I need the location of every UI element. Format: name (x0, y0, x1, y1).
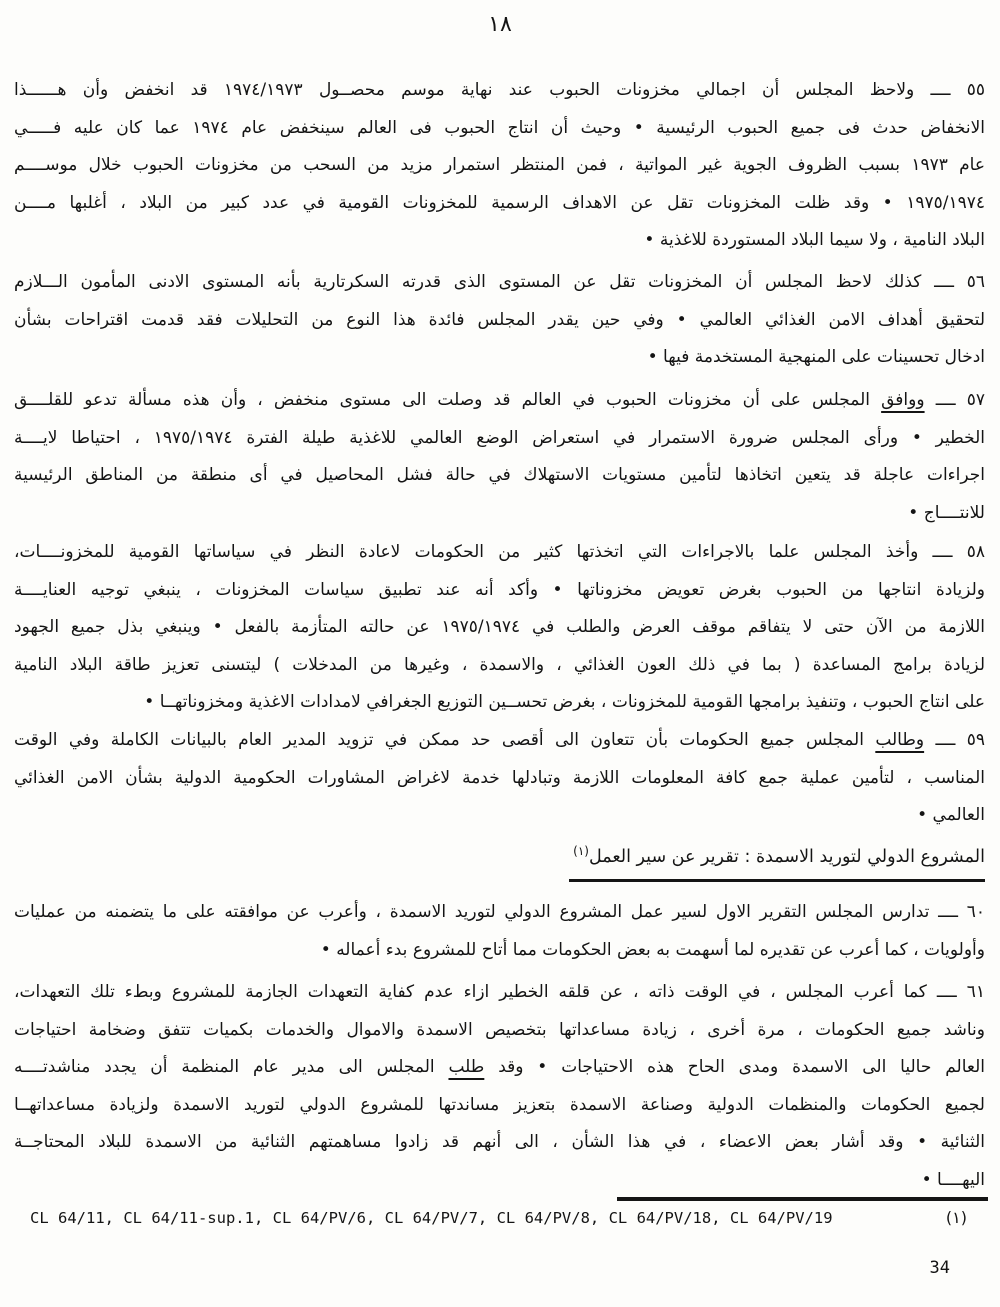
paragraph-60 (14, 894, 985, 969)
text-segment: ٦٠ ــــ تدارس المجلس التقرير الاول لسير عمل المشروع الدولي لتوريد الاسمدة ، وأعرب عن موافقته على ما يتضمنه من عمليات (14, 902, 985, 922)
text-line (14, 974, 985, 1012)
text-line (14, 609, 985, 647)
text-segment: لجميع الحكومات والمنظمات الدولية وصناعة الاسمدة بتعزيز مساندتها للمشروع الدولي لتوريد الاسمدة ولزيادة مساعداتهــا (14, 1094, 985, 1115)
text-line (14, 339, 985, 377)
text-segment: ولزيادة انتاجها من الحبوب بغرض تعويض مخزوناتها • وأكد أنه عند تطبيق سياسات المخزونات ، ينبغي توجيه العنايــــة (14, 579, 985, 600)
text-segment: اللازمة من الآن حتى لا يتفاقم موقف العرض والطلب في ١٩٧٥/١٩٧٤ عن حالته المتأزمة بالفعل • وينبغي بذل جميع الجهود (14, 617, 985, 637)
text-line (14, 647, 985, 685)
text-segment: ١٩٧٥/١٩٧٤ • وقد ظلت المخزونات تقل عن الاهداف الرسمية للمخزونات القومية في عدد كبير من البلاد ، أغلبها مــــن (14, 192, 985, 213)
text-line (14, 684, 985, 722)
text-line (14, 110, 985, 148)
text-segment: ٥٥ ــــ ولاحظ المجلس أن اجمالي مخزونات الحبوب عند نهاية موسم محصــول ١٩٧٤/١٩٧٣ قد انخفض وأن هــــــذا (14, 80, 985, 100)
text-segment: المناسب ، لتأمين عملية جمع كافة المعلومات اللازمة وتبادلها خدمة لاغراض المشاورات الحكومية الدولية بشأن الامن الغذائي (14, 767, 985, 788)
text-segment: العالمي • (917, 805, 985, 825)
paragraph-61 (14, 974, 985, 1199)
text-segment: للانتــــاج • (908, 502, 985, 523)
text-segment: اليهــــا • (921, 1169, 985, 1190)
text-line (14, 1049, 985, 1087)
text-segment: الخطير • ورأى المجلس ضرورة الاستمرار في استعراض الوضع العالمي للاغذية طيلة الفترة ١٩٧٥/١٩٧٤ ، احتياطا لايــــة (14, 427, 985, 448)
text-segment: ٥٨ ــــ وأخذ المجلس علما بالاجراءات التي اتخذتها كثير من الحكومات لاعادة النظر في سياساتها القومية للمخزونــــات، (14, 542, 985, 562)
text-segment: ٥٩ ــــ (924, 730, 985, 750)
text-segment: ادخال تحسينات على المنهجية المستخدمة فيها • (647, 347, 985, 367)
paragraph-58 (14, 534, 985, 722)
text-line (14, 222, 985, 260)
text-line (14, 264, 985, 302)
page-number-top: ١٨ (488, 12, 512, 37)
text-segment: لزيادة برامج المساعدة ( بما في ذلك العون الغذائي ، والاسمدة ، وغيرها من المدخلات ) ليتسنى تعزيز طاقة البلاد النامية (14, 654, 985, 675)
text-segment: ٥٦ ــــ كذلك لاحظ المجلس أن المخزونات تقل عن المستوى الذى قدرته السكرتارية بأنه المستوى الادنى المأمون الـــلازم (14, 272, 985, 292)
underlined-word: وطالب (875, 730, 925, 750)
section-heading-text: المشروع الدولي لتوريد الاسمدة : تقرير عن سير العمل (588, 846, 985, 867)
text-line (14, 495, 985, 533)
text-segment: لتحقيق أهداف الامن الغذائي العالمي • وفي حين يقدر المجلس فائدة هذا النوع من التحليلات فقد قدمت اقتراحات بشأن (14, 309, 985, 330)
text-line (14, 534, 985, 572)
section-heading (569, 838, 985, 882)
paragraph-55 (14, 72, 985, 260)
text-line (14, 572, 985, 610)
text-segment: على انتاج الحبوب ، وتنفيذ برامجها القومية للمخزونات ، بغرض تحســين التوزيع الجغرافي لامدادات الاغذية ومخزوناتهــا • (144, 692, 985, 712)
text-line (14, 932, 985, 970)
text-segment: عام ١٩٧٣ بسبب الظروف الجوية غير المواتية ، فمن المنتظر استمرار مزيد من السحب من مخزونات الحبوب خلال موســــم (14, 155, 985, 175)
footnote-separator-rule (617, 1197, 988, 1201)
text-line (14, 722, 985, 760)
text-segment: المجلس على أن مخزونات الحبوب في العالم قد وصلت الى مستوى منخفض ، وأن هذه مسألة تدعو للقلــــق (14, 390, 882, 410)
text-line (14, 797, 985, 835)
paragraph-56 (14, 264, 985, 377)
text-line (14, 302, 985, 340)
text-line (14, 185, 985, 223)
text-line (14, 1087, 985, 1125)
text-line (14, 1012, 985, 1050)
text-segment: العالم حاليا الى الاسمدة ومدى الحاح هذه الاحتياجات • وقد (484, 1057, 985, 1077)
text-segment: وأولويات ، كما أعرب عن تقديره لما أسهمت به بعض الحكومات مما أتاح للمشروع بدء أعماله • (320, 939, 985, 960)
paragraph-57 (14, 382, 985, 532)
underlined-word: طلب (448, 1057, 485, 1077)
page-number-bottom: 34 (929, 1258, 950, 1278)
text-line (14, 1162, 985, 1200)
text-segment: ٥٧ ــــ (924, 390, 986, 410)
text-line (14, 760, 985, 798)
text-line (14, 457, 985, 495)
text-segment: وناشد جميع الحكومات ، مرة أخرى ، زيادة مساعداتها بتخصيص الاسمدة والاموال والخدمات بكميات تتفق وضخامة احتياجات (14, 1019, 985, 1040)
paragraph-59 (14, 722, 985, 835)
text-segment: المجلس الى مدير عام المنظمة أن يجدد مناشدتــــه (14, 1057, 449, 1077)
text-segment: اجراءات عاجلة قد يتعين اتخاذها لتأمين مستويات الاستهلاك في حالة فشل المحاصيل في أى منطقة من المناطق الرئيسية (14, 465, 985, 485)
text-line (14, 72, 985, 110)
text-line (14, 420, 985, 458)
text-segment: الانخفاض حدث فى جميع الحبوب الرئيسية • وحيث أن انتاج الحبوب فى العالم سينخفض عام ١٩٧٤ عما كان عليه فـــــي (14, 117, 985, 138)
text-segment: الثنائية • وقد أشار بعض الاعضاء ، في هذا الشأن ، الى أنهم قد زادوا مساهمتهم الثنائية من الاسمدة للبلاد المحتاجــة (14, 1132, 985, 1152)
heading-footnote-ref: (١) (573, 844, 589, 858)
footnote-marker: (١) (945, 1208, 967, 1227)
underlined-word: ووافق (881, 390, 925, 410)
text-line (14, 147, 985, 185)
text-line (14, 382, 985, 420)
text-segment: البلاد النامية ، ولا سيما البلاد المستوردة للاغذية • (644, 230, 985, 250)
text-line (14, 1124, 985, 1162)
text-segment: ٦١ ــــ كما أعرب المجلس ، في الوقت ذاته ، عن قلقه الخطير ازاء عدم كفاية التعهدات الجازمة للمشروع وبطء تلك التعهدات، (14, 982, 985, 1002)
footnote-references: CL 64/11, CL 64/11-sup.1, CL 64/PV/6, CL 64/PV/7, CL 64/PV/8, CL 64/PV/18, CL 64/PV/19 (30, 1209, 833, 1227)
text-line (14, 894, 985, 932)
text-segment: المجلس جميع الحكومات بأن تتعاون الى أقصى حد ممكن في تزويد المدير العام بالبيانات الكاملة وفي الوقت (14, 730, 876, 750)
footnote (30, 1206, 967, 1230)
